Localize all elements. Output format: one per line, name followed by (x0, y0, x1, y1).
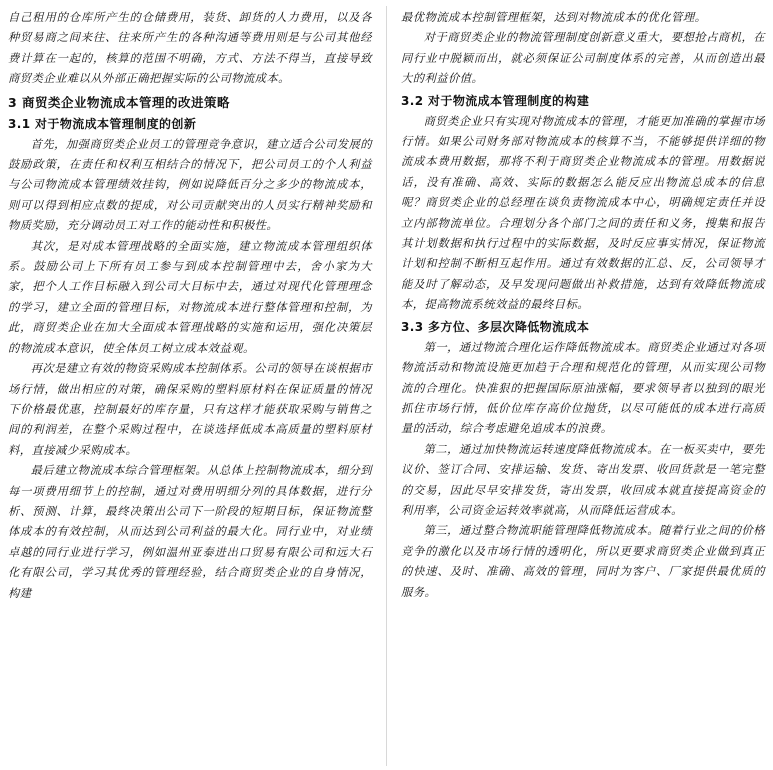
intro-paragraph: 自己租用的仓库所产生的仓储费用，装货、卸货的人力费用，以及各种贸易商之间来往、往来所产生的各种沟通等费用则是与公司其他经费计算在一起的，核算的范围不明确，方式、方法不得当，直接导致商贸类企业难以从外部正确把握实际的公司物流成本。 (8, 11, 372, 86)
right-column (395, 0, 773, 770)
paragraph-3-3-third: 第三，通过整合物流职能管理降低物流成本。随着行业之间的价格竞争的激化以及市场行情的透明化，所以更要求商贸类企业做到真正的快速、及时、准确、高效的管理，同时为客户、厂家提供最优质的服务。 (401, 524, 765, 599)
paragraph-3-3-second: 第二，通过加快物流运转速度降低物流成本。在一板买卖中，要先议价、签订合同、安排运输、发货、寄出发票、收回货款是一笔完整的交易，因此尽早安排发货，寄出发票，收回成本就直接提高资金的利用率，公司资金运转效率就高，从而降低运营成本。 (401, 442, 765, 517)
column-divider (386, 6, 387, 766)
paragraph-3-2: 商贸类企业只有实现对物流成本的管理，才能更加准确的掌握市场行情。如果公司财务部对物流成本的核算不当，不能够提供详细的物流成本费用数据，那将不利于商贸类企业物流成本的管理。用数据说话，没有准确、高效、实际的数据怎么能反应出物流总成本的信息呢？商贸类企业的总经理在谈负责物流成本中心，明确规定责任并设立内部物流单位。合理划分各个部门之间的责任和义务，搜集和报告其计划数据和执行过程中的实际数据，及时反应事实情况，保证物流计划和控制不断相互起作用。通过有效数据的汇总、反，公司领导才能及时了解动态，及早发现问题做出补救措施，达到有效降低物流成本，提高物流系统效益的最终目标。 (401, 114, 765, 312)
paragraph-first: 首先，加强商贸类企业员工的管理竞争意识，建立适合公司发展的鼓励政策，在责任和权利互相结合的情况下，把公司员工的个人利益与公司物流成本管理绩效挂钩，例如说降低百分之多少的物流成本，则可以得到相应点数的提成，对公司贡献突出的人员实行精神奖励和物质奖励，充分调动员工对工作的能动性和积极性。 (8, 137, 372, 233)
subsection-3-3-heading: 3.3 多方位、多层次降低物流成本 (401, 319, 590, 334)
paragraph-third: 再次是建立有效的物资采购成本控制体系。公司的领导在谈根据市场行情，做出相应的对策，确保采购的塑料原材料在保证质量的情况下价格最优惠，控制最好的库存量，只有这样才能获取采购与销售之间的利润差，在整个采购过程中，在谈选择低成本高质量的塑料原材料，直接减少采购成本。 (8, 362, 372, 457)
subsection-3-1-heading: 3.1 对于物流成本管理制度的创新 (8, 116, 197, 131)
paragraph-innovation-summary: 对于商贸类企业的物流管理制度创新意义重大，要想抢占商机，在同行业中脱颖而出，就必须保证公司制度体系的完善，从而创造出最大的利益价值。 (401, 31, 765, 86)
paragraph-last: 最后建立物流成本综合管理框架。从总体上控制物流成本，细分到每一项费用细节上的控制，通过对费用明细分列的具体数据，进行分析、预测、计算，最终决策出公司下一阶段的短期目标，保证物流整体成本的有效控制，从而达到公司利益的最大化。同行业中，对业绩卓越的同行业进行学习，例如温州亚泰进出口贸易有限公司和远大石化有限公司，学习其优秀的管理经验，结合商贸类企业的自身情况，构建 (8, 464, 372, 600)
left-column (0, 0, 378, 770)
subsection-3-2-heading: 3.2 对于物流成本管理制度的构建 (401, 93, 590, 108)
paragraph-second: 其次，是对成本管理战略的全面实施，建立物流成本管理组织体系。鼓励公司上下所有员工参与到成本控制管理中去，舍小家为大家，把个人工作目标融入到公司大目标中去，通过对现代化管理理念的学习，建立全面的管理目标，对物流成本进行整体管理和控制，为此，商贸类企业在加大全面成本管理战略的实施和运用，强化决策层的物流成本意识，使全体员工树立成本效益观。 (8, 239, 372, 355)
continued-paragraph: 最优物流成本控制管理框架，达到对物流成本的优化管理。 (401, 11, 707, 24)
paragraph-3-3-first: 第一，通过物流合理化运作降低物流成本。商贸类企业通过对各项物流活动和物流设施更加趋于合理和规范化的管理，从而实现公司物流的合理化。快准狠的把握国际原油涨幅，要求领导者以独到的眼光抓住市场行情，低价位库存高价位抛货，以尽可能低的成本进行高质量的活动，综合考虑避免追成本的浪费。 (401, 340, 765, 436)
section-3-heading: 3 商贸类企业物流成本管理的改进策略 (8, 94, 231, 110)
